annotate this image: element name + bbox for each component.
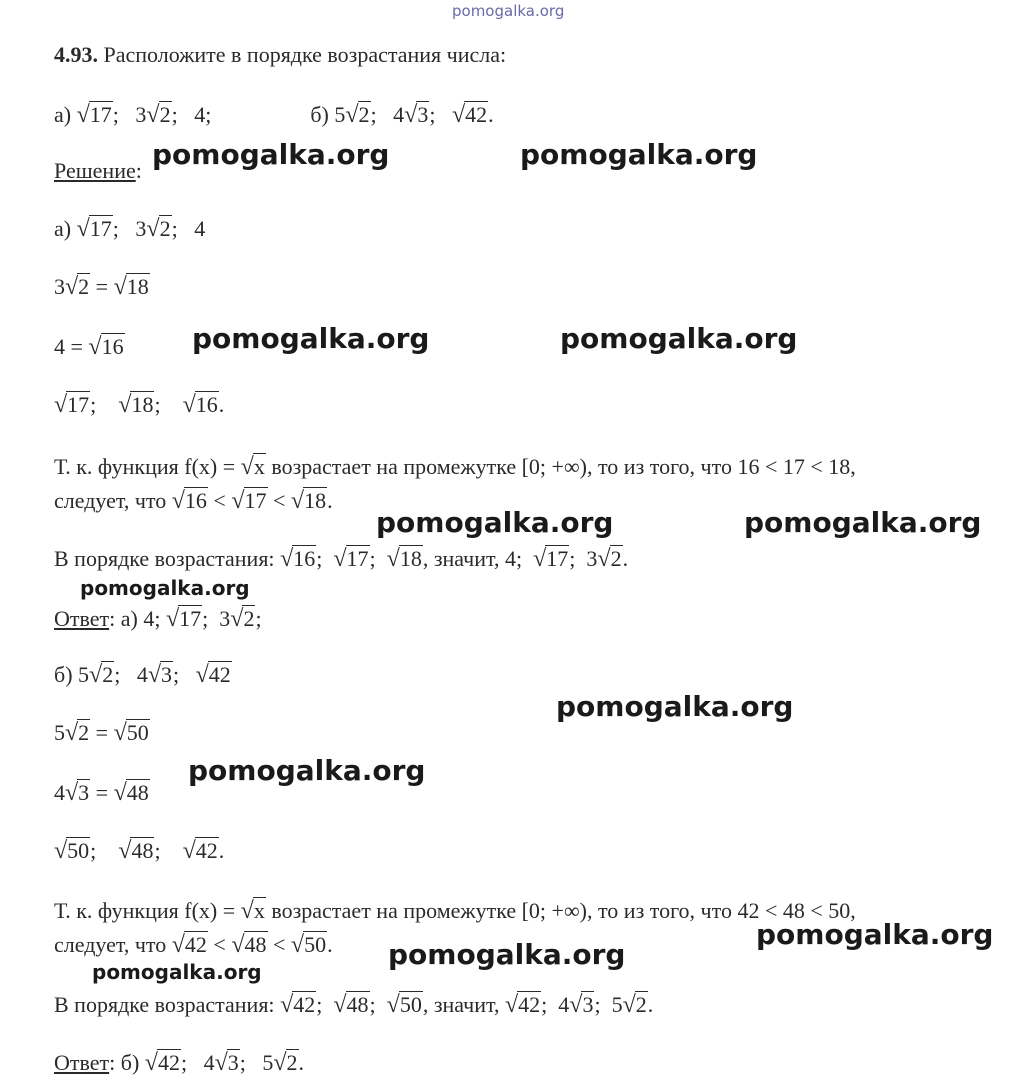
part-a-order: В порядке возрастания: √16; √17; √18, значит, 4; √17; 3√2. — [54, 546, 629, 572]
sqrt-42: √42 — [451, 102, 488, 128]
part-b-chain: следует, что √42 < √48 < √50. — [54, 932, 333, 958]
part-a-reason: Т. к. функция f(x) = √x возрастает на промежутке [0; +∞), то из того, что 16 < 17 < 18, — [54, 454, 856, 480]
sqrt-3: √3 — [404, 102, 429, 128]
part-b-list: √50; √48; √42. — [54, 838, 225, 864]
problem-items: а) √17; 3√2; 4; б) 5√2; 4√3; √42. — [54, 102, 494, 128]
part-a-chain: следует, что √16 < √17 < √18. — [54, 488, 333, 514]
watermark-top[interactable]: pomogalka.org — [452, 2, 565, 20]
item-b-label: б) — [310, 102, 335, 127]
part-a-items: а) √17; 3√2; 4 — [54, 216, 206, 242]
watermark[interactable]: pomogalka.org — [744, 506, 982, 539]
problem-number: 4.93. — [54, 42, 98, 67]
part-a-eq1: 3√2 = √18 — [54, 274, 149, 300]
part-b-eq2: 4√3 = √48 — [54, 780, 149, 806]
part-b-reason: Т. к. функция f(x) = √x возрастает на промежутке [0; +∞), то из того, что 42 < 48 < 50, — [54, 898, 856, 924]
watermark[interactable]: pomogalka.org — [756, 918, 994, 951]
sqrt-2: √2 — [146, 102, 171, 128]
item-a-label: а) — [54, 102, 77, 127]
watermark[interactable]: pomogalka.org — [152, 138, 390, 171]
part-a-eq2: 4 = √16 — [54, 334, 124, 360]
solution-heading: Решение: — [54, 158, 142, 183]
watermark[interactable]: pomogalka.org — [92, 960, 262, 984]
watermark[interactable]: pomogalka.org — [376, 506, 614, 539]
problem-text: Расположите в порядке возрастания числа: — [98, 42, 507, 67]
watermark[interactable]: pomogalka.org — [188, 754, 426, 787]
watermark[interactable]: pomogalka.org — [556, 690, 794, 723]
watermark[interactable]: pomogalka.org — [388, 938, 626, 971]
part-a-list: √17; √18; √16. — [54, 392, 225, 418]
sqrt-17: √17 — [76, 102, 112, 128]
part-a-answer: Ответ: а) 4; √17; 3√2; — [54, 606, 262, 632]
watermark[interactable]: pomogalka.org — [520, 138, 758, 171]
part-b-items: б) 5√2; 4√3; √42 — [54, 662, 231, 688]
part-b-answer: Ответ: б) √42; 4√3; 5√2. — [54, 1050, 305, 1076]
sqrt-2: √2 — [345, 102, 370, 128]
part-b-eq1: 5√2 = √50 — [54, 720, 149, 746]
watermark[interactable]: pomogalka.org — [192, 322, 430, 355]
part-b-order: В порядке возрастания: √42; √48; √50, значит, √42; 4√3; 5√2. — [54, 992, 654, 1018]
watermark[interactable]: pomogalka.org — [80, 576, 250, 600]
watermark[interactable]: pomogalka.org — [560, 322, 798, 355]
problem-statement — [54, 40, 506, 70]
